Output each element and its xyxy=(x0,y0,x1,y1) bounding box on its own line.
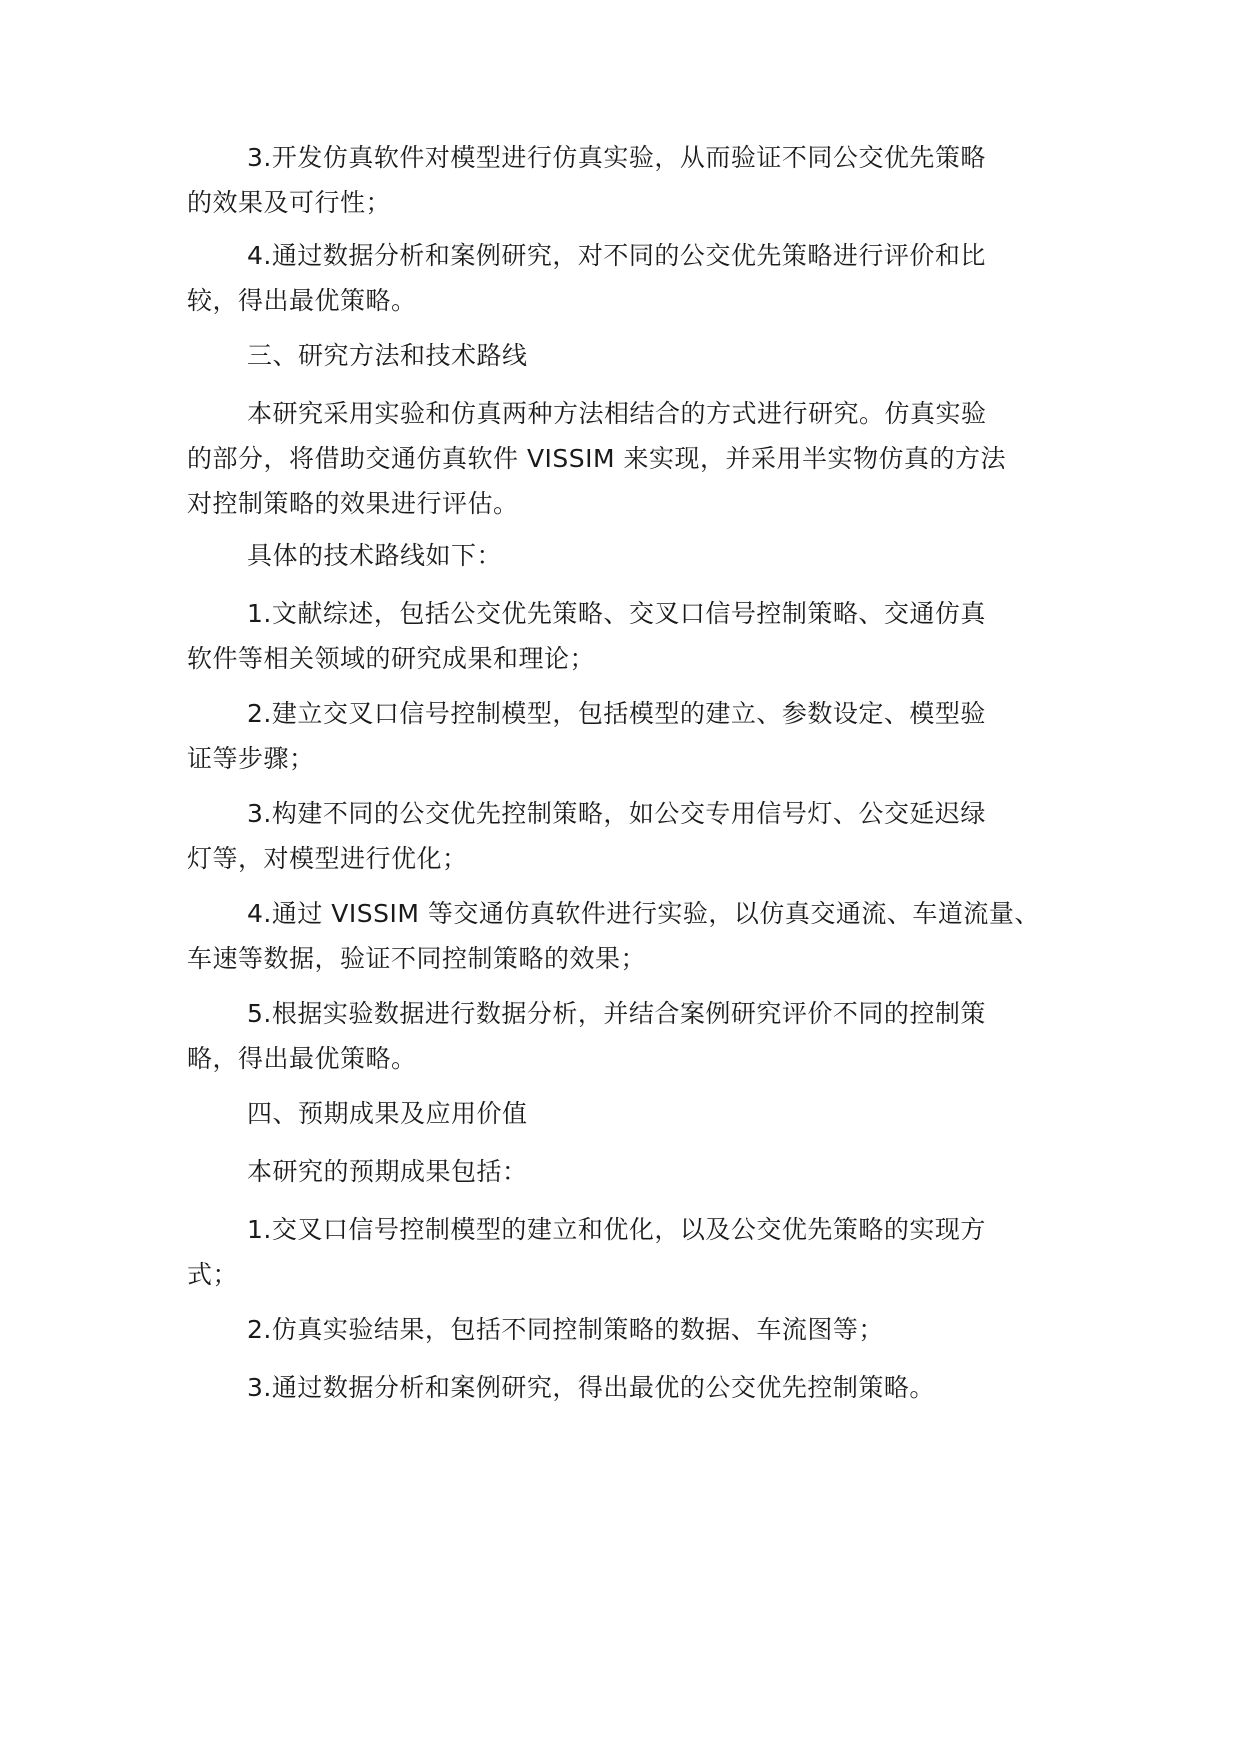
paragraph-line: 1.交叉口信号控制模型的建立和优化，以及公交优先策略的实现方 xyxy=(247,1215,986,1244)
paragraph-line: 5.根据实验数据进行数据分析，并结合案例研究评价不同的控制策 xyxy=(247,999,986,1028)
paragraph-line: 具体的技术路线如下： xyxy=(247,541,503,570)
paragraph-line: 的部分，将借助交通仿真软件 VISSIM 来实现，并采用半实物仿真的方法 xyxy=(187,444,1007,473)
paragraph-line: 灯等，对模型进行优化； xyxy=(187,844,468,873)
paragraph-line: 2.建立交叉口信号控制模型，包括模型的建立、参数设定、模型验 xyxy=(247,699,986,728)
paragraph-outcomes-intro xyxy=(187,1149,1067,1194)
paragraph-route-3 xyxy=(187,791,1067,881)
paragraph-line: 略，得出最优策略。 xyxy=(187,1044,417,1073)
paragraph-line: 的效果及可行性； xyxy=(187,188,392,217)
heading-line: 四、预期成果及应用价值 xyxy=(247,1099,528,1128)
paragraph-line: 2.仿真实验结果，包括不同控制策略的数据、车流图等； xyxy=(247,1315,884,1344)
section-heading-outcomes xyxy=(187,1091,1067,1136)
paragraph-objective-3 xyxy=(187,135,1067,225)
paragraph-line: 本研究的预期成果包括： xyxy=(247,1157,528,1186)
paragraph-route-2 xyxy=(187,691,1067,781)
paragraph-route-intro xyxy=(187,533,1067,578)
paragraph-line: 3.通过数据分析和案例研究，得出最优的公交优先控制策略。 xyxy=(247,1373,935,1402)
paragraph-route-4 xyxy=(187,891,1067,981)
paragraph-line: 车速等数据，验证不同控制策略的效果； xyxy=(187,944,647,973)
paragraph-outcome-1 xyxy=(187,1207,1067,1297)
paragraph-line: 1.文献综述，包括公交优先策略、交叉口信号控制策略、交通仿真 xyxy=(247,599,986,628)
paragraph-objective-4 xyxy=(187,233,1067,323)
paragraph-line: 4.通过 VISSIM 等交通仿真软件进行实验，以仿真交通流、车道流量、 xyxy=(247,899,1040,928)
paragraph-line: 4.通过数据分析和案例研究，对不同的公交优先策略进行评价和比 xyxy=(247,241,986,270)
paragraph-outcome-2 xyxy=(187,1307,1067,1352)
paragraph-line: 3.构建不同的公交优先控制策略，如公交专用信号灯、公交延迟绿 xyxy=(247,799,986,828)
paragraph-line: 3.开发仿真软件对模型进行仿真实验，从而验证不同公交优先策略 xyxy=(247,143,986,172)
paragraph-line: 软件等相关领域的研究成果和理论； xyxy=(187,644,596,673)
paragraph-route-5 xyxy=(187,991,1067,1081)
paragraph-outcome-3 xyxy=(187,1365,1067,1410)
paragraph-route-1 xyxy=(187,591,1067,681)
paragraph-line: 式； xyxy=(187,1260,239,1289)
paragraph-line: 本研究采用实验和仿真两种方法相结合的方式进行研究。仿真实验 xyxy=(247,399,987,428)
section-heading-methods xyxy=(187,333,1067,378)
heading-line: 三、研究方法和技术路线 xyxy=(247,341,528,370)
paragraph-methods-intro xyxy=(187,391,1067,526)
paragraph-line: 对控制策略的效果进行评估。 xyxy=(187,489,519,518)
paragraph-line: 证等步骤； xyxy=(187,744,315,773)
paragraph-line: 较，得出最优策略。 xyxy=(187,286,417,315)
